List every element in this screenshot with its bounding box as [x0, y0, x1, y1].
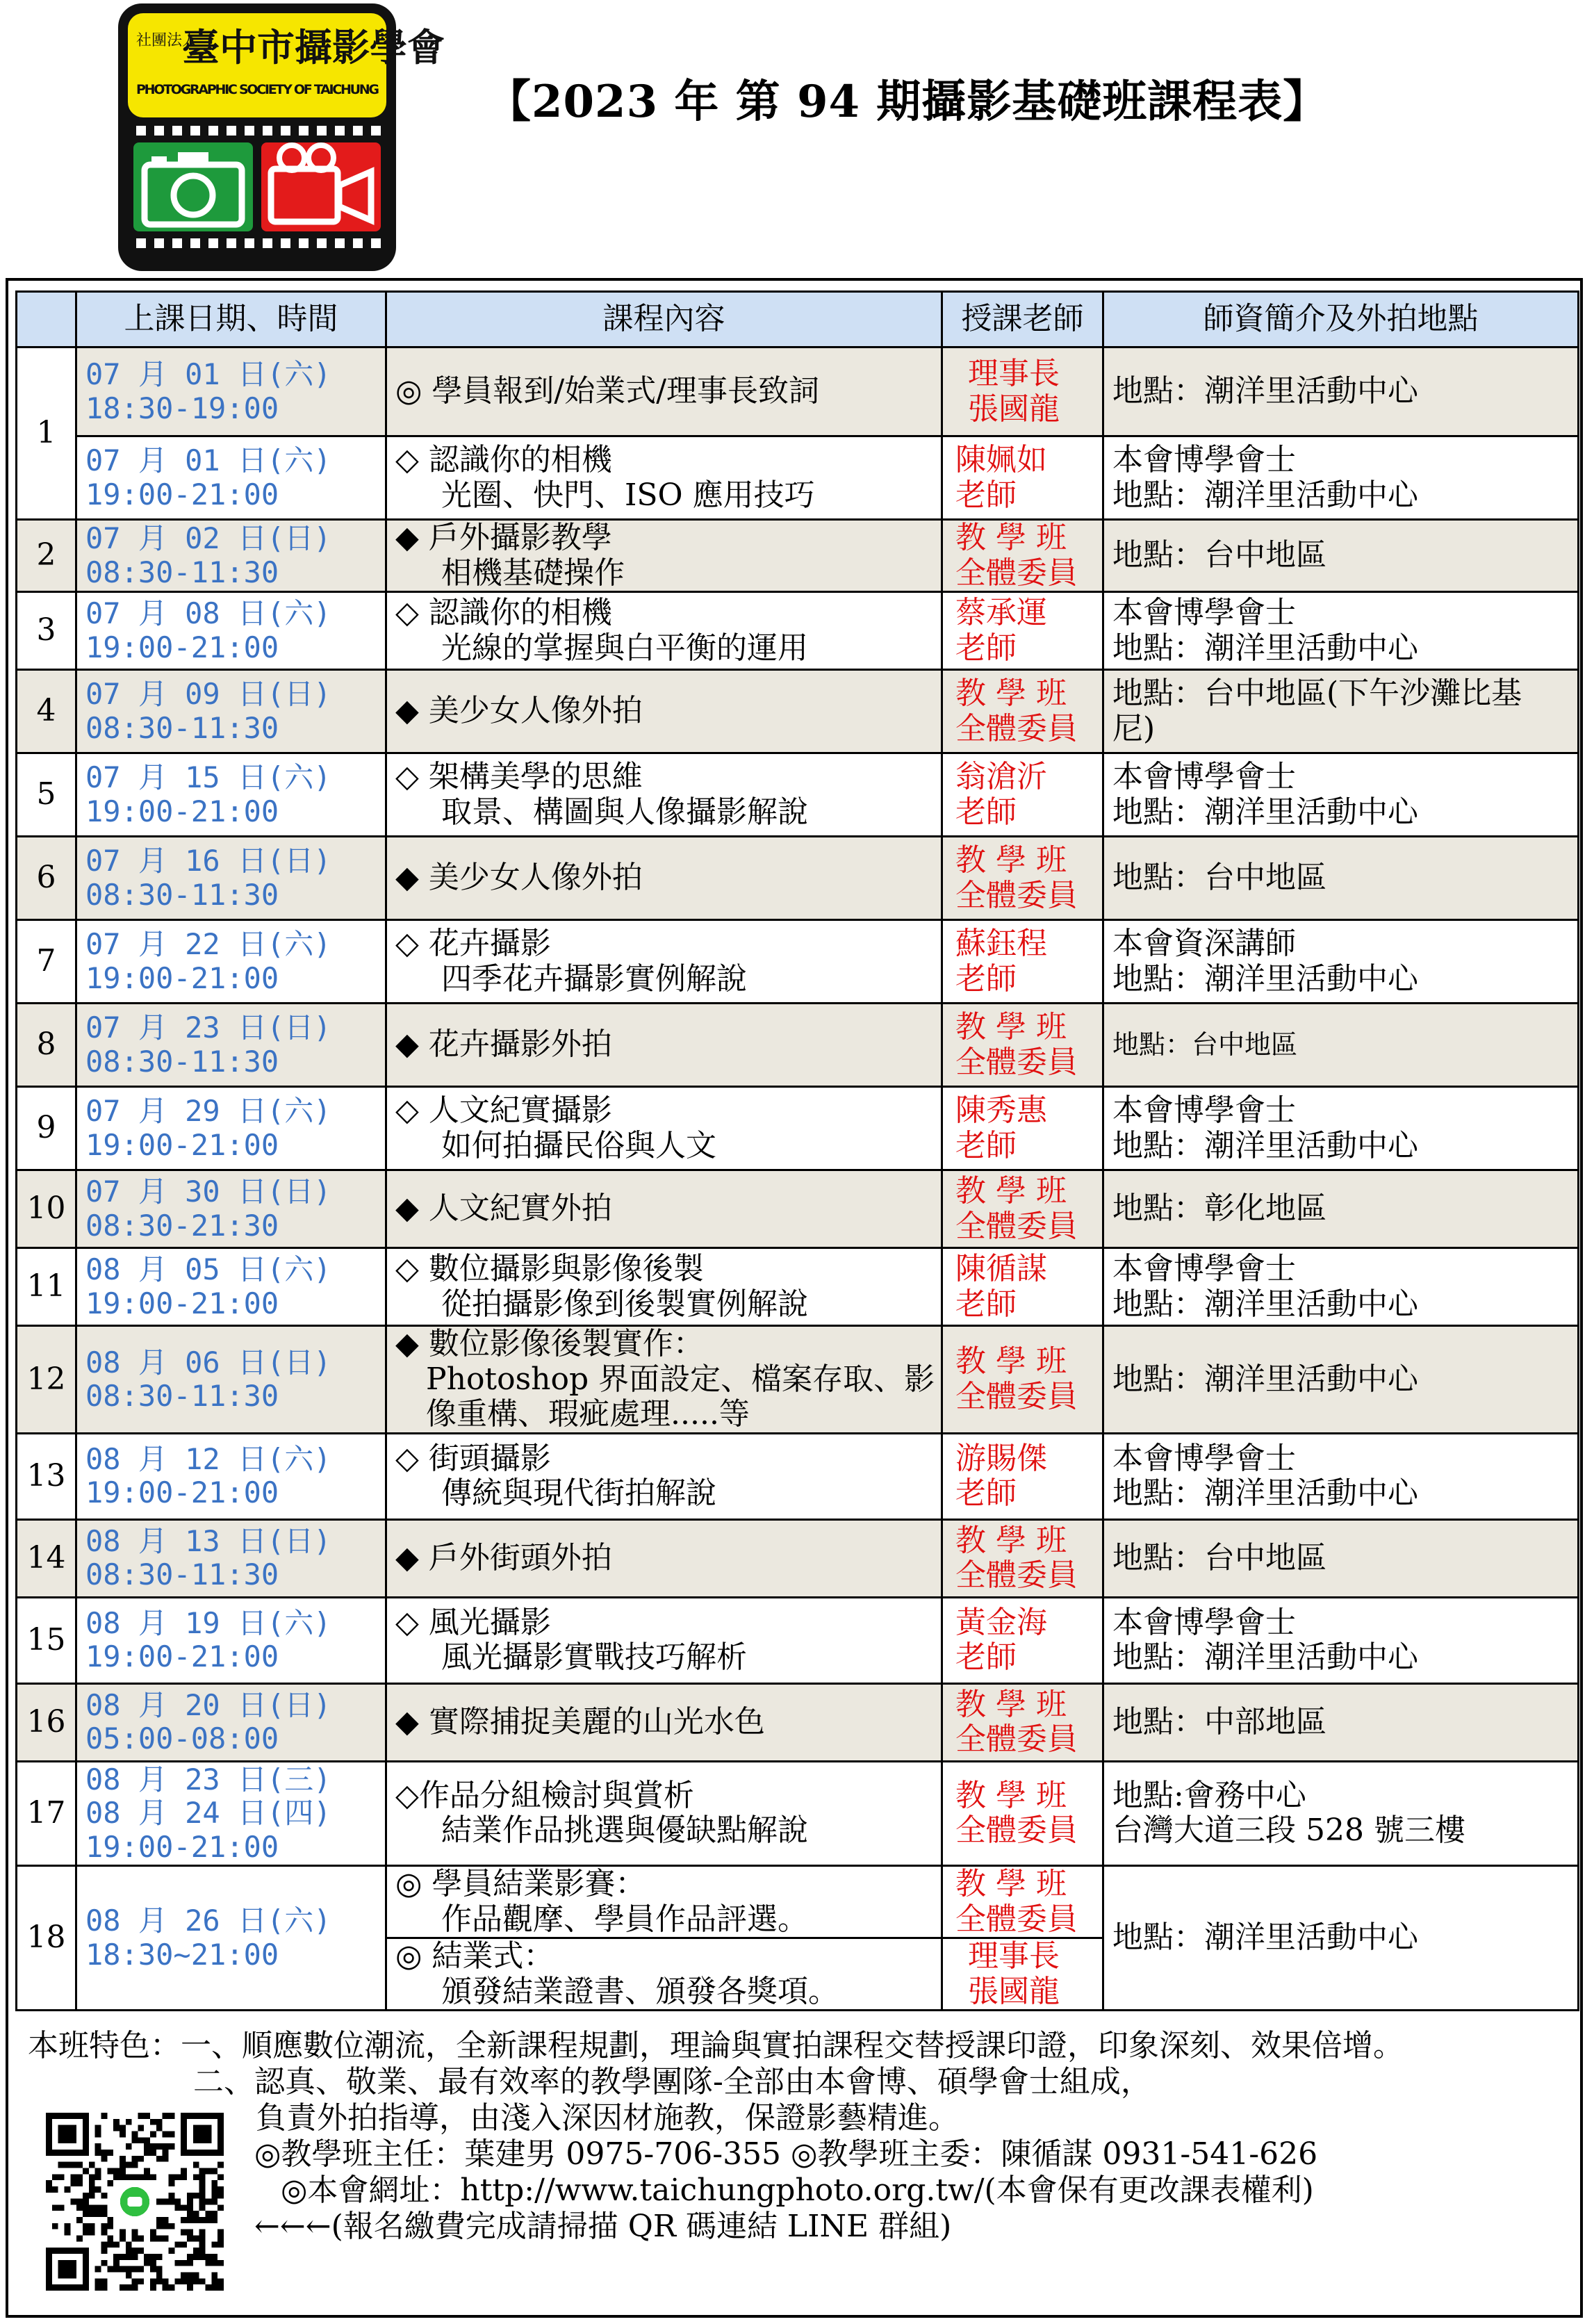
teacher-name — [942, 520, 1103, 592]
teacher-line: 陳姵如 — [955, 441, 1047, 477]
course-content — [386, 1761, 942, 1865]
teacher-name — [942, 1004, 1103, 1087]
session-date — [76, 1865, 386, 2010]
course-content — [386, 1326, 942, 1434]
date-line: 07 月 16 日(日) — [85, 844, 331, 878]
teacher-name — [942, 1683, 1103, 1761]
content-line: 結業作品挑選與優缺點解說 — [441, 1812, 808, 1849]
teacher-info-location — [1103, 837, 1579, 920]
course-schedule-table — [15, 290, 1579, 2011]
teacher-name — [942, 1597, 1103, 1683]
session-date — [76, 520, 386, 592]
note-line-team: 二、認真、敬業、最有效率的教學團隊-全部由本會博、碩學會士組成， — [193, 2064, 1151, 2100]
course-content — [386, 1004, 942, 1087]
header-date: 上課日期、時間 — [76, 292, 386, 347]
course-content — [386, 1519, 942, 1597]
session-number: 5 — [17, 753, 76, 837]
teacher-line: 老師 — [955, 477, 1017, 513]
teacher-info-location — [1103, 592, 1579, 670]
course-content — [386, 1865, 942, 1938]
info-line: 地點：潮洋里活動中心 — [1112, 1475, 1418, 1512]
table-row — [17, 1433, 1579, 1519]
session-number: 3 — [17, 592, 76, 670]
session-date — [76, 1597, 386, 1683]
teacher-line: 全體委員 — [955, 1812, 1078, 1849]
teacher-info-location — [1103, 1519, 1579, 1597]
info-line: 本會博學會士 — [1112, 441, 1296, 477]
info-line: 地點：彰化地區 — [1112, 1190, 1326, 1227]
session-number: 2 — [17, 520, 76, 592]
info-line: 本會博學會士 — [1112, 1251, 1296, 1287]
session-number: 11 — [17, 1248, 76, 1326]
course-content — [386, 1597, 942, 1683]
teacher-info-location — [1103, 1087, 1579, 1170]
course-content — [386, 1433, 942, 1519]
info-line: 地點：潮洋里活動中心 — [1112, 630, 1418, 666]
date-line: 08:30-11:30 — [85, 710, 279, 745]
content-line: 風光攝影實戰技巧解析 — [441, 1639, 747, 1676]
teacher-line: 全體委員 — [955, 1379, 1078, 1415]
session-date — [76, 1433, 386, 1519]
session-number: 16 — [17, 1683, 76, 1761]
teacher-name — [942, 592, 1103, 670]
course-content — [386, 1248, 942, 1326]
info-line: 地點：潮洋里活動中心 — [1112, 373, 1418, 409]
date-line: 08 月 19 日(六) — [85, 1606, 331, 1641]
session-date — [76, 592, 386, 670]
info-line: 地點：潮洋里活動中心 — [1112, 1286, 1418, 1322]
date-line: 08 月 26 日(六) — [85, 1904, 331, 1938]
content-line: ◆ 人文紀實外拍 — [395, 1190, 612, 1227]
teacher-line: 老師 — [955, 1286, 1017, 1322]
teacher-line: 教 學 班 — [955, 842, 1067, 878]
date-line: 18:30~21:00 — [85, 1937, 279, 1972]
date-line: 07 月 15 日(六) — [85, 760, 331, 795]
info-line: 地點：潮洋里活動中心 — [1112, 794, 1418, 830]
content-line: ◆ 實際捕捉美麗的山光水色 — [395, 1704, 765, 1740]
session-number: 12 — [17, 1326, 76, 1434]
note-line-qr-instruction: ←←←(報名繳費完成請掃描 QR 碼連結 LINE 群組) — [254, 2209, 952, 2244]
teacher-line: 老師 — [955, 1475, 1017, 1512]
content-line: 頒發結業證書、頒發各獎項。 — [441, 1973, 839, 2009]
video-camera-icon — [261, 142, 381, 231]
session-date — [76, 920, 386, 1004]
session-date — [76, 1087, 386, 1170]
info-line: 地點：台中地區 — [1112, 860, 1326, 896]
logo-subtext: 社團法人 — [136, 32, 198, 49]
date-line: 07 月 01 日(六) — [85, 443, 331, 478]
page-title: 【2023 年 第 94 期攝影基礎班課程表】 — [486, 76, 1329, 128]
info-line: 地點：潮洋里活動中心 — [1112, 477, 1418, 513]
course-content — [386, 436, 942, 520]
table-row — [17, 837, 1579, 920]
teacher-line: 老師 — [955, 1639, 1017, 1676]
date-line: 08:30-21:30 — [85, 1208, 279, 1243]
table-row — [17, 920, 1579, 1004]
content-line: ◇ 人文紀實攝影 — [395, 1093, 612, 1129]
content-line: ◇ 街頭攝影 — [395, 1440, 551, 1476]
content-line: ◎ 結業式： — [395, 1938, 554, 1974]
date-line: 08:30-11:30 — [85, 555, 279, 589]
teacher-name — [942, 1761, 1103, 1865]
table-row — [17, 520, 1579, 592]
info-line: 地點：台中地區 — [1112, 1029, 1298, 1060]
teacher-line: 黃金海 — [955, 1604, 1047, 1640]
content-line: ◆ 戶外攝影教學 — [395, 520, 612, 555]
teacher-line: 教 學 班 — [955, 1173, 1067, 1209]
teacher-line: 張國龍 — [968, 391, 1060, 427]
date-line: 08 月 05 日(六) — [85, 1252, 331, 1287]
teacher-line: 理事長 — [968, 1938, 1060, 1974]
teacher-name — [942, 1326, 1103, 1434]
table-row — [17, 1597, 1579, 1683]
table-row — [17, 436, 1579, 520]
teacher-line: 老師 — [955, 960, 1017, 997]
date-line: 05:00-08:00 — [85, 1721, 279, 1756]
teacher-info-location — [1103, 1326, 1579, 1434]
content-line: Photoshop 界面設定、檔案存取、影 — [426, 1361, 935, 1397]
info-line: 本會資深講師 — [1112, 926, 1296, 962]
header-content: 課程內容 — [386, 292, 942, 347]
content-line: ◆ 數位影像後製實作： — [395, 1326, 704, 1362]
info-line: 地點:會務中心 — [1112, 1777, 1306, 1813]
session-date — [76, 1326, 386, 1434]
session-number: 18 — [17, 1865, 76, 2010]
course-content — [386, 1683, 942, 1761]
session-date — [76, 1683, 386, 1761]
date-line: 08:30-11:30 — [85, 1557, 279, 1592]
logo-main-text: 臺中市攝影學會 — [182, 26, 445, 69]
info-line: 台灣大道三段 528 號三樓 — [1112, 1812, 1465, 1849]
table-row — [17, 592, 1579, 670]
course-content — [386, 520, 942, 592]
line-group-qr-code[interactable] — [46, 2113, 224, 2291]
teacher-line: 教 學 班 — [955, 1009, 1067, 1045]
info-line: 地點：潮洋里活動中心 — [1112, 1127, 1418, 1163]
date-line: 07 月 29 日(六) — [85, 1094, 331, 1129]
session-date — [76, 347, 386, 436]
note-line-contacts: ◎教學班主任：葉建男 0975-706-355 ◎教學班主委：陳循謀 0931-541-626 — [254, 2136, 1318, 2172]
teacher-line: 理事長 — [968, 355, 1060, 391]
teacher-info-location — [1103, 436, 1579, 520]
session-number: 8 — [17, 1004, 76, 1087]
teacher-info-location — [1103, 1170, 1579, 1248]
info-line: 本會博學會士 — [1112, 759, 1296, 795]
table-body — [17, 347, 1579, 2011]
table-row — [17, 1170, 1579, 1248]
info-line: 本會博學會士 — [1112, 1440, 1296, 1476]
date-line: 07 月 30 日(日) — [85, 1175, 331, 1209]
session-number: 4 — [17, 670, 76, 753]
teacher-line: 教 學 班 — [955, 1865, 1067, 1901]
content-line: ◇作品分組檢討與賞析 — [395, 1777, 694, 1813]
logo-english-text: PHOTOGRAPHIC SOCIETY OF TAICHUNG — [136, 82, 379, 97]
content-line: 取景、構圖與人像攝影解說 — [441, 794, 808, 830]
teacher-line: 全體委員 — [955, 1044, 1078, 1080]
table-row — [17, 1865, 1579, 1938]
teacher-line: 蔡承運 — [955, 595, 1047, 631]
teacher-line: 全體委員 — [955, 710, 1078, 746]
teacher-name — [942, 837, 1103, 920]
session-date — [76, 1519, 386, 1597]
teacher-line: 全體委員 — [955, 1901, 1078, 1937]
content-line: ◆ 美少女人像外拍 — [395, 860, 643, 896]
content-line: 像重構、瑕疵處理.....等 — [426, 1396, 750, 1432]
content-line: 從拍攝影像到後製實例解說 — [441, 1286, 808, 1322]
teacher-line: 翁滄沂 — [955, 759, 1047, 795]
course-content — [386, 347, 942, 436]
session-date — [76, 1004, 386, 1087]
content-line: 光圈、快門、ISO 應用技巧 — [441, 477, 815, 513]
header-teacher: 授課老師 — [942, 292, 1103, 347]
teacher-info-location — [1103, 520, 1579, 592]
header-info: 師資簡介及外拍地點 — [1103, 292, 1579, 347]
teacher-line: 全體委員 — [955, 1721, 1078, 1758]
info-line: 地點：中部地區 — [1112, 1704, 1326, 1740]
note-line-website: ◎本會網址：http://www.taichungphoto.org.tw/(本會保有更改課表權利) — [281, 2172, 1314, 2208]
date-line: 19:00-21:00 — [85, 960, 279, 995]
table-row — [17, 670, 1579, 753]
teacher-line: 教 學 班 — [955, 520, 1067, 555]
teacher-name — [942, 1170, 1103, 1248]
teacher-name — [942, 753, 1103, 837]
date-line: 19:00-21:00 — [85, 1286, 279, 1320]
date-line: 07 月 02 日(日) — [85, 521, 331, 556]
note-line-guidance: 負責外拍指導，由淺入深因材施教，保證影藝精進。 — [256, 2100, 959, 2136]
teacher-name — [942, 1433, 1103, 1519]
content-line: ◆ 花卉攝影外拍 — [395, 1026, 612, 1063]
teacher-line: 蘇鈺程 — [955, 926, 1047, 962]
date-line: 07 月 01 日(六) — [85, 357, 331, 392]
info-line: 本會博學會士 — [1112, 595, 1296, 631]
teacher-line: 教 學 班 — [955, 1522, 1067, 1558]
session-number: 13 — [17, 1433, 76, 1519]
date-line: 08 月 06 日(日) — [85, 1345, 331, 1380]
content-line: ◇ 風光攝影 — [395, 1604, 551, 1640]
teacher-line: 老師 — [955, 630, 1017, 666]
society-logo — [118, 3, 445, 271]
table-row — [17, 1087, 1579, 1170]
session-date — [76, 1170, 386, 1248]
info-line: 尼) — [1112, 710, 1156, 746]
course-content — [386, 1087, 942, 1170]
content-line: ◇ 數位攝影與影像後製 — [395, 1251, 704, 1287]
date-line: 07 月 23 日(日) — [85, 1010, 331, 1045]
info-line: 本會博學會士 — [1112, 1604, 1296, 1640]
teacher-info-location — [1103, 1761, 1579, 1865]
content-line: 傳統與現代街拍解說 — [441, 1475, 716, 1512]
date-line: 19:00-21:00 — [85, 1475, 279, 1510]
date-line: 08:30-11:30 — [85, 877, 279, 912]
content-line: 光線的掌握與白平衡的運用 — [441, 630, 808, 666]
teacher-line: 老師 — [955, 1127, 1017, 1163]
date-line: 08 月 13 日(日) — [85, 1524, 331, 1559]
teacher-line: 全體委員 — [955, 1557, 1078, 1594]
course-content — [386, 592, 942, 670]
teacher-name — [942, 1938, 1103, 2011]
table-row — [17, 1326, 1579, 1434]
info-line: 地點：台中地區 — [1112, 1540, 1326, 1576]
content-line: ◇ 架構美學的思維 — [395, 759, 643, 795]
info-line: 本會博學會士 — [1112, 1093, 1296, 1129]
session-number: 6 — [17, 837, 76, 920]
content-line: 相機基礎操作 — [441, 555, 625, 591]
content-line: ◇ 花卉攝影 — [395, 926, 551, 962]
table-row — [17, 1519, 1579, 1597]
note-line-features: 本班特色：一、順應數位潮流，全新課程規劃，理論與實拍課程交替授課印證，印象深刻、效果倍增。 — [28, 2028, 1404, 2063]
teacher-info-location — [1103, 1248, 1579, 1326]
teacher-info-location — [1103, 1683, 1579, 1761]
session-number: 7 — [17, 920, 76, 1004]
content-line: ◇ 認識你的相機 — [395, 595, 612, 631]
table-header-row — [17, 292, 1579, 347]
table-row — [17, 753, 1579, 837]
date-line: 07 月 22 日(六) — [85, 927, 331, 962]
teacher-line: 教 學 班 — [955, 1343, 1067, 1380]
table-row — [17, 1761, 1579, 1865]
info-line: 地點：潮洋里活動中心 — [1112, 1361, 1418, 1397]
teacher-line: 教 學 班 — [955, 1686, 1067, 1722]
teacher-line: 全體委員 — [955, 877, 1078, 913]
session-date — [76, 1248, 386, 1326]
teacher-line: 教 學 班 — [955, 676, 1067, 712]
session-number: 15 — [17, 1597, 76, 1683]
teacher-name — [942, 1865, 1103, 1938]
teacher-name — [942, 347, 1103, 436]
teacher-name — [942, 670, 1103, 753]
content-line: 四季花卉攝影實例解說 — [441, 960, 747, 997]
date-line: 07 月 08 日(六) — [85, 596, 331, 631]
table-row — [17, 347, 1579, 436]
date-line: 19:00-21:00 — [85, 630, 279, 664]
teacher-name — [942, 1087, 1103, 1170]
session-date — [76, 1761, 386, 1865]
content-line: ◎ 學員報到/始業式/理事長致詞 — [395, 373, 820, 409]
teacher-info-location — [1103, 753, 1579, 837]
course-content — [386, 670, 942, 753]
info-line: 地點：台中地區(下午沙灘比基 — [1112, 676, 1522, 712]
info-line: 地點：潮洋里活動中心 — [1112, 1920, 1418, 1956]
content-line: ◇ 認識你的相機 — [395, 441, 612, 477]
session-number: 9 — [17, 1087, 76, 1170]
teacher-info-location — [1103, 1865, 1579, 2010]
table-row — [17, 1683, 1579, 1761]
session-date — [76, 837, 386, 920]
content-line: ◎ 學員結業影賽： — [395, 1865, 646, 1901]
date-line: 07 月 09 日(日) — [85, 677, 331, 712]
content-line: ◆ 美少女人像外拍 — [395, 693, 643, 729]
teacher-line: 陳秀惠 — [955, 1093, 1047, 1129]
teacher-name — [942, 1248, 1103, 1326]
teacher-name — [942, 1519, 1103, 1597]
header-num — [17, 292, 76, 347]
date-line: 08 月 20 日(日) — [85, 1688, 331, 1723]
date-line: 08:30-11:30 — [85, 1379, 279, 1414]
course-content — [386, 1938, 942, 2011]
content-line: ◆ 戶外街頭外拍 — [395, 1540, 612, 1576]
teacher-line: 全體委員 — [955, 555, 1078, 591]
date-line: 19:00-21:00 — [85, 477, 279, 512]
teacher-line: 張國龍 — [968, 1973, 1060, 2009]
course-content — [386, 837, 942, 920]
info-line: 地點：潮洋里活動中心 — [1112, 960, 1418, 997]
info-line: 地點：潮洋里活動中心 — [1112, 1639, 1418, 1676]
table-row — [17, 1004, 1579, 1087]
teacher-line: 陳循謀 — [955, 1251, 1047, 1287]
date-line: 08 月 23 日(三) — [85, 1762, 331, 1797]
content-line: 如何拍攝民俗與人文 — [441, 1127, 716, 1163]
teacher-info-location — [1103, 670, 1579, 753]
date-line: 08 月 24 日(四) — [85, 1796, 331, 1831]
teacher-info-location — [1103, 1004, 1579, 1087]
teacher-line: 全體委員 — [955, 1208, 1078, 1244]
session-number: 10 — [17, 1170, 76, 1248]
date-line: 19:00-21:00 — [85, 1639, 279, 1674]
course-content — [386, 1170, 942, 1248]
table-row — [17, 1248, 1579, 1326]
teacher-info-location — [1103, 920, 1579, 1004]
content-line: 作品觀摩、學員作品評選。 — [441, 1901, 808, 1937]
info-line: 地點：台中地區 — [1112, 537, 1326, 573]
date-line: 08:30-11:30 — [85, 1044, 279, 1079]
course-content — [386, 920, 942, 1004]
session-date — [76, 753, 386, 837]
date-line: 19:00-21:00 — [85, 794, 279, 828]
teacher-info-location — [1103, 1433, 1579, 1519]
session-date — [76, 436, 386, 520]
camera-icon — [133, 142, 253, 231]
session-date — [76, 670, 386, 753]
date-line: 19:00-21:00 — [85, 1829, 279, 1864]
teacher-info-location — [1103, 1597, 1579, 1683]
date-line: 19:00-21:00 — [85, 1127, 279, 1162]
session-number: 14 — [17, 1519, 76, 1597]
session-number: 17 — [17, 1761, 76, 1865]
session-number: 1 — [17, 347, 76, 520]
teacher-name — [942, 920, 1103, 1004]
teacher-name — [942, 436, 1103, 520]
date-line: 08 月 12 日(六) — [85, 1442, 331, 1477]
course-content — [386, 753, 942, 837]
date-line: 18:30-19:00 — [85, 391, 279, 425]
teacher-line: 游賜傑 — [955, 1440, 1047, 1476]
teacher-line: 老師 — [955, 794, 1017, 830]
teacher-info-location — [1103, 347, 1579, 436]
teacher-line: 教 學 班 — [955, 1777, 1067, 1813]
